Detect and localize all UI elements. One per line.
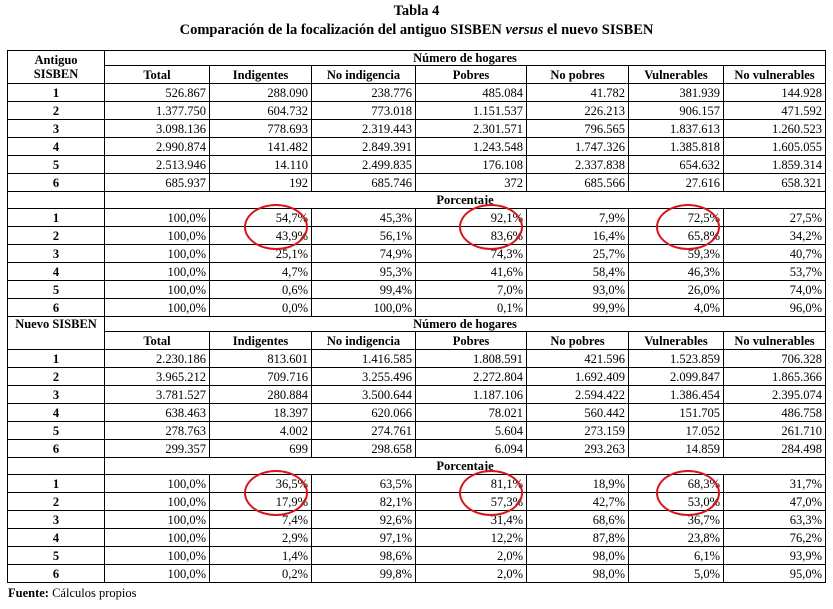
- value-cell: 72,5%: [629, 209, 724, 227]
- value-cell: 4,7%: [210, 263, 312, 281]
- value-cell: 1.151.537: [416, 102, 527, 120]
- table-row: [8, 350, 826, 368]
- value-cell: 34,2%: [724, 227, 826, 245]
- value-cell: 176.108: [416, 156, 527, 174]
- title-prefix: Comparación de la focalización del antiguo SISBEN: [179, 22, 506, 38]
- value-cell: 620.066: [312, 404, 416, 422]
- title-italic: versus: [505, 22, 544, 38]
- value-cell: 100,0%: [105, 245, 210, 263]
- value-cell: 92,1%: [416, 209, 527, 227]
- value-cell: 2.099.847: [629, 368, 724, 386]
- value-cell: 141.482: [210, 138, 312, 156]
- value-cell: 381.939: [629, 84, 724, 102]
- title-suffix: el nuevo SISBEN: [543, 22, 654, 38]
- value-cell: 280.884: [210, 386, 312, 404]
- column-header: No vulnerables: [724, 332, 826, 350]
- nuevo-section-label: Nuevo SISBEN: [8, 317, 105, 350]
- value-cell: 1.692.409: [527, 368, 629, 386]
- table-title: [0, 22, 833, 39]
- value-cell: 278.763: [105, 422, 210, 440]
- value-cell: 638.463: [105, 404, 210, 422]
- column-header: No pobres: [527, 66, 629, 84]
- value-cell: 706.328: [724, 350, 826, 368]
- value-cell: 31,4%: [416, 511, 527, 529]
- value-cell: 906.157: [629, 102, 724, 120]
- value-cell: 685.566: [527, 174, 629, 192]
- level-cell: 1: [8, 84, 105, 102]
- value-cell: 1.386.454: [629, 386, 724, 404]
- value-cell: 421.596: [527, 350, 629, 368]
- value-cell: 2.594.422: [527, 386, 629, 404]
- value-cell: 2.319.443: [312, 120, 416, 138]
- value-cell: 36,5%: [210, 475, 312, 493]
- table-row: [8, 493, 826, 511]
- value-cell: 1.865.366: [724, 368, 826, 386]
- value-cell: 1.605.055: [724, 138, 826, 156]
- value-cell: 98,6%: [312, 547, 416, 565]
- value-cell: 7,4%: [210, 511, 312, 529]
- table-row: [8, 174, 826, 192]
- value-cell: 485.084: [416, 84, 527, 102]
- level-cell: 4: [8, 529, 105, 547]
- value-cell: 25,7%: [527, 245, 629, 263]
- level-cell: 5: [8, 422, 105, 440]
- value-cell: 99,4%: [312, 281, 416, 299]
- value-cell: 1.385.818: [629, 138, 724, 156]
- table-row: [8, 245, 826, 263]
- column-header: No indigencia: [312, 66, 416, 84]
- value-cell: 74,9%: [312, 245, 416, 263]
- column-header: Indigentes: [210, 66, 312, 84]
- value-cell: 486.758: [724, 404, 826, 422]
- table-row: [8, 138, 826, 156]
- value-cell: 83,6%: [416, 227, 527, 245]
- value-cell: 68,6%: [527, 511, 629, 529]
- value-cell: 299.357: [105, 440, 210, 458]
- value-cell: 16,4%: [527, 227, 629, 245]
- band-spacer: [8, 458, 105, 475]
- value-cell: 54,7%: [210, 209, 312, 227]
- value-cell: 76,2%: [724, 529, 826, 547]
- level-cell: 3: [8, 386, 105, 404]
- value-cell: 261.710: [724, 422, 826, 440]
- value-cell: 47,0%: [724, 493, 826, 511]
- table-row: [8, 547, 826, 565]
- value-cell: 100,0%: [105, 475, 210, 493]
- value-cell: 18,9%: [527, 475, 629, 493]
- value-cell: 74,3%: [416, 245, 527, 263]
- value-cell: 43,9%: [210, 227, 312, 245]
- table-row: [8, 102, 826, 120]
- level-cell: 6: [8, 565, 105, 583]
- value-cell: 100,0%: [105, 299, 210, 317]
- column-header: Vulnerables: [629, 66, 724, 84]
- value-cell: 100,0%: [105, 209, 210, 227]
- value-cell: 100,0%: [105, 565, 210, 583]
- level-cell: 2: [8, 227, 105, 245]
- value-cell: 95,3%: [312, 263, 416, 281]
- band-spacer: [8, 192, 105, 209]
- value-cell: 25,1%: [210, 245, 312, 263]
- value-cell: 3.500.644: [312, 386, 416, 404]
- table-row: [8, 299, 826, 317]
- value-cell: 1.416.585: [312, 350, 416, 368]
- value-cell: 58,4%: [527, 263, 629, 281]
- antiguo-label-line1: Antiguo: [34, 53, 78, 67]
- value-cell: 56,1%: [312, 227, 416, 245]
- antiguo-hogares-header: Número de hogares: [105, 51, 826, 66]
- value-cell: 95,0%: [724, 565, 826, 583]
- table-row: [8, 209, 826, 227]
- value-cell: 372: [416, 174, 527, 192]
- level-cell: 4: [8, 263, 105, 281]
- level-cell: 1: [8, 475, 105, 493]
- value-cell: 1.747.326: [527, 138, 629, 156]
- level-cell: 5: [8, 547, 105, 565]
- value-cell: 526.867: [105, 84, 210, 102]
- value-cell: 74,0%: [724, 281, 826, 299]
- value-cell: 17,9%: [210, 493, 312, 511]
- value-cell: 2.499.835: [312, 156, 416, 174]
- value-cell: 298.658: [312, 440, 416, 458]
- level-cell: 2: [8, 368, 105, 386]
- value-cell: 1.377.750: [105, 102, 210, 120]
- value-cell: 3.965.212: [105, 368, 210, 386]
- column-header: Pobres: [416, 332, 527, 350]
- value-cell: 2.395.074: [724, 386, 826, 404]
- value-cell: 41,6%: [416, 263, 527, 281]
- value-cell: 1.859.314: [724, 156, 826, 174]
- level-cell: 6: [8, 174, 105, 192]
- level-cell: 4: [8, 138, 105, 156]
- table-row: [8, 565, 826, 583]
- source-note: [8, 586, 136, 601]
- value-cell: 99,9%: [527, 299, 629, 317]
- table-row: [8, 404, 826, 422]
- antiguo-header-row: [8, 51, 826, 66]
- value-cell: 2.513.946: [105, 156, 210, 174]
- value-cell: 81,1%: [416, 475, 527, 493]
- value-cell: 26,0%: [629, 281, 724, 299]
- value-cell: 68,3%: [629, 475, 724, 493]
- table-row: [8, 475, 826, 493]
- value-cell: 3.255.496: [312, 368, 416, 386]
- value-cell: 63,5%: [312, 475, 416, 493]
- value-cell: 14.110: [210, 156, 312, 174]
- nuevo-header-row: [8, 317, 826, 332]
- value-cell: 40,7%: [724, 245, 826, 263]
- nuevo-hogares-header: Número de hogares: [105, 317, 826, 332]
- source-label: Fuente:: [8, 586, 49, 600]
- value-cell: 1,4%: [210, 547, 312, 565]
- column-header: No indigencia: [312, 332, 416, 350]
- value-cell: 100,0%: [105, 511, 210, 529]
- antiguo-porcentaje-header: Porcentaje: [105, 192, 826, 209]
- level-cell: 6: [8, 440, 105, 458]
- column-header: No vulnerables: [724, 66, 826, 84]
- value-cell: 273.159: [527, 422, 629, 440]
- antiguo-section-label: [8, 51, 105, 84]
- nuevo-porcentaje-band: [8, 458, 826, 475]
- value-cell: 1.243.548: [416, 138, 527, 156]
- value-cell: 2.301.571: [416, 120, 527, 138]
- value-cell: 100,0%: [105, 493, 210, 511]
- column-header: Total: [105, 66, 210, 84]
- value-cell: 59,3%: [629, 245, 724, 263]
- value-cell: 0,0%: [210, 299, 312, 317]
- level-cell: 5: [8, 156, 105, 174]
- value-cell: 699: [210, 440, 312, 458]
- value-cell: 658.321: [724, 174, 826, 192]
- value-cell: 151.705: [629, 404, 724, 422]
- value-cell: 2.230.186: [105, 350, 210, 368]
- value-cell: 685.937: [105, 174, 210, 192]
- value-cell: 1.187.106: [416, 386, 527, 404]
- value-cell: 288.090: [210, 84, 312, 102]
- value-cell: 2.990.874: [105, 138, 210, 156]
- value-cell: 654.632: [629, 156, 724, 174]
- value-cell: 98,0%: [527, 565, 629, 583]
- value-cell: 1.808.591: [416, 350, 527, 368]
- table-row: [8, 281, 826, 299]
- value-cell: 1.837.613: [629, 120, 724, 138]
- value-cell: 14.859: [629, 440, 724, 458]
- value-cell: 2,9%: [210, 529, 312, 547]
- value-cell: 57,3%: [416, 493, 527, 511]
- value-cell: 65,8%: [629, 227, 724, 245]
- source-text: Cálculos propios: [48, 586, 137, 600]
- value-cell: 0,1%: [416, 299, 527, 317]
- table-number: Tabla 4: [393, 3, 440, 19]
- value-cell: 100,0%: [105, 263, 210, 281]
- value-cell: 6,1%: [629, 547, 724, 565]
- value-cell: 560.442: [527, 404, 629, 422]
- value-cell: 53,7%: [724, 263, 826, 281]
- level-cell: 6: [8, 299, 105, 317]
- value-cell: 471.592: [724, 102, 826, 120]
- column-header: Indigentes: [210, 332, 312, 350]
- level-cell: 4: [8, 404, 105, 422]
- value-cell: 238.776: [312, 84, 416, 102]
- nuevo-columns-row: [8, 332, 826, 350]
- table-row: [8, 120, 826, 138]
- value-cell: 17.052: [629, 422, 724, 440]
- value-cell: 27.616: [629, 174, 724, 192]
- level-cell: 5: [8, 281, 105, 299]
- level-cell: 2: [8, 493, 105, 511]
- value-cell: 2,0%: [416, 547, 527, 565]
- table-row: [8, 84, 826, 102]
- value-cell: 100,0%: [105, 529, 210, 547]
- value-cell: 6.094: [416, 440, 527, 458]
- level-cell: 3: [8, 120, 105, 138]
- value-cell: 2.337.838: [527, 156, 629, 174]
- value-cell: 100,0%: [105, 227, 210, 245]
- value-cell: 99,8%: [312, 565, 416, 583]
- value-cell: 192: [210, 174, 312, 192]
- value-cell: 3.781.527: [105, 386, 210, 404]
- value-cell: 53,0%: [629, 493, 724, 511]
- level-cell: 3: [8, 511, 105, 529]
- value-cell: 3.098.136: [105, 120, 210, 138]
- value-cell: 12,2%: [416, 529, 527, 547]
- level-cell: 1: [8, 350, 105, 368]
- table-row: [8, 263, 826, 281]
- value-cell: 144.928: [724, 84, 826, 102]
- value-cell: 42,7%: [527, 493, 629, 511]
- level-cell: 3: [8, 245, 105, 263]
- antiguo-columns-row: [8, 66, 826, 84]
- value-cell: 45,3%: [312, 209, 416, 227]
- value-cell: 98,0%: [527, 547, 629, 565]
- value-cell: 96,0%: [724, 299, 826, 317]
- table-row: [8, 156, 826, 174]
- antiguo-porcentaje-band: [8, 192, 826, 209]
- value-cell: 63,3%: [724, 511, 826, 529]
- value-cell: 36,7%: [629, 511, 724, 529]
- value-cell: 813.601: [210, 350, 312, 368]
- value-cell: 31,7%: [724, 475, 826, 493]
- value-cell: 293.263: [527, 440, 629, 458]
- value-cell: 92,6%: [312, 511, 416, 529]
- table-body: [8, 51, 826, 583]
- table-row: [8, 529, 826, 547]
- table-row: [8, 422, 826, 440]
- value-cell: 97,1%: [312, 529, 416, 547]
- value-cell: 685.746: [312, 174, 416, 192]
- value-cell: 796.565: [527, 120, 629, 138]
- value-cell: 7,9%: [527, 209, 629, 227]
- value-cell: 5.604: [416, 422, 527, 440]
- table-row: [8, 440, 826, 458]
- value-cell: 1.523.859: [629, 350, 724, 368]
- table-row: [8, 227, 826, 245]
- value-cell: 778.693: [210, 120, 312, 138]
- column-header: No pobres: [527, 332, 629, 350]
- value-cell: 5,0%: [629, 565, 724, 583]
- value-cell: 226.213: [527, 102, 629, 120]
- column-header: Vulnerables: [629, 332, 724, 350]
- value-cell: 23,8%: [629, 529, 724, 547]
- value-cell: 100,0%: [312, 299, 416, 317]
- value-cell: 1.260.523: [724, 120, 826, 138]
- value-cell: 46,3%: [629, 263, 724, 281]
- value-cell: 2.849.391: [312, 138, 416, 156]
- table-row: [8, 368, 826, 386]
- value-cell: 82,1%: [312, 493, 416, 511]
- value-cell: 4.002: [210, 422, 312, 440]
- comparison-table: [7, 50, 826, 583]
- column-header: Total: [105, 332, 210, 350]
- value-cell: 41.782: [527, 84, 629, 102]
- value-cell: 93,0%: [527, 281, 629, 299]
- value-cell: 284.498: [724, 440, 826, 458]
- value-cell: 4,0%: [629, 299, 724, 317]
- column-header: Pobres: [416, 66, 527, 84]
- value-cell: 18.397: [210, 404, 312, 422]
- value-cell: 87,8%: [527, 529, 629, 547]
- value-cell: 709.716: [210, 368, 312, 386]
- value-cell: 0,2%: [210, 565, 312, 583]
- value-cell: 773.018: [312, 102, 416, 120]
- value-cell: 27,5%: [724, 209, 826, 227]
- table-row: [8, 511, 826, 529]
- level-cell: 2: [8, 102, 105, 120]
- value-cell: 604.732: [210, 102, 312, 120]
- value-cell: 100,0%: [105, 547, 210, 565]
- value-cell: 0,6%: [210, 281, 312, 299]
- value-cell: 100,0%: [105, 281, 210, 299]
- value-cell: 2.272.804: [416, 368, 527, 386]
- value-cell: 78.021: [416, 404, 527, 422]
- value-cell: 2,0%: [416, 565, 527, 583]
- value-cell: 93,9%: [724, 547, 826, 565]
- level-cell: 1: [8, 209, 105, 227]
- value-cell: 274.761: [312, 422, 416, 440]
- nuevo-porcentaje-header: Porcentaje: [105, 458, 826, 475]
- table-row: [8, 386, 826, 404]
- antiguo-label-line2: SISBEN: [33, 67, 79, 81]
- value-cell: 7,0%: [416, 281, 527, 299]
